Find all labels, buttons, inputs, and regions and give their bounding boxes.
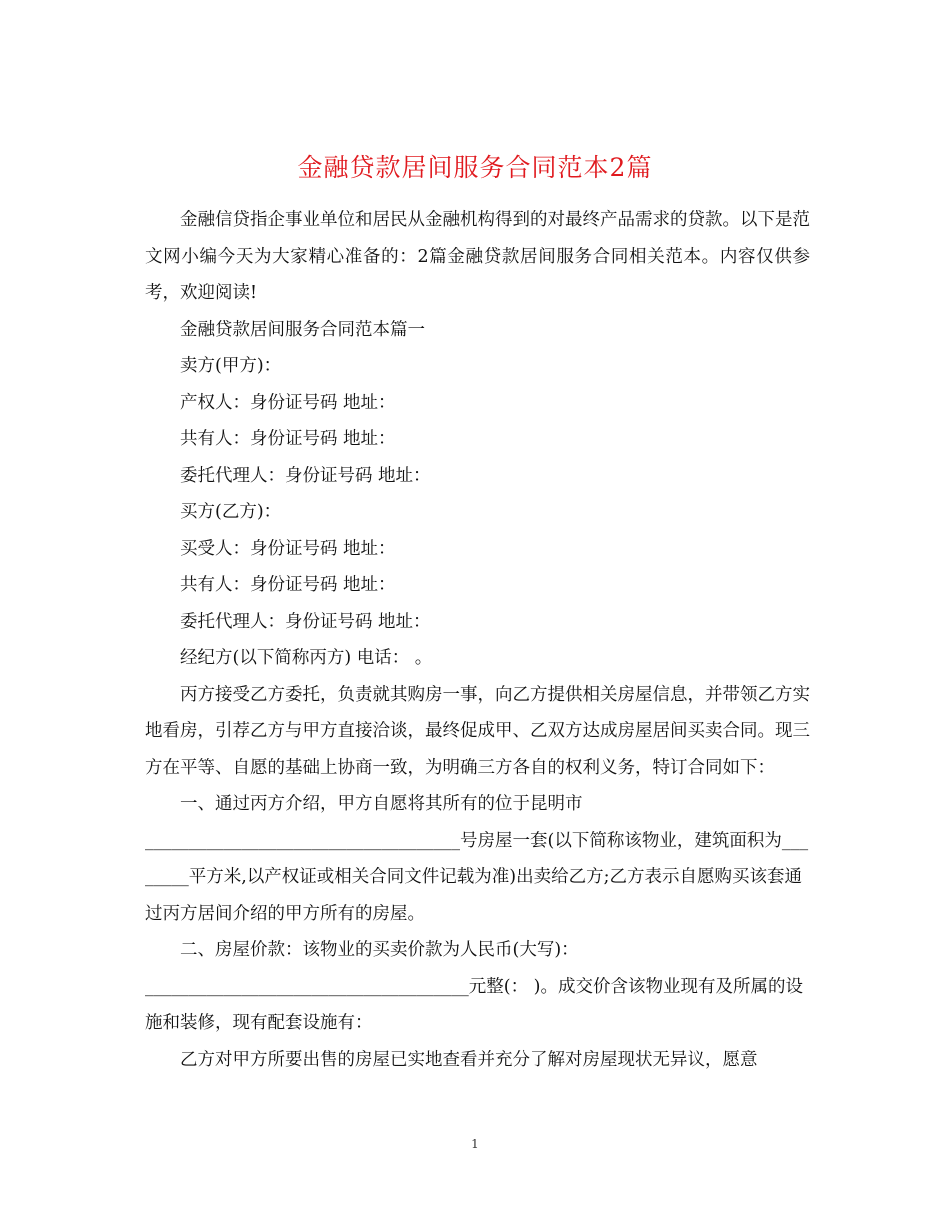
- intro-paragraph: 金融信贷指企事业单位和居民从金融机构得到的对最终产品需求的贷款。以下是范文网小编今天为大家精心准备的：2篇金融贷款居间服务合同相关范本。内容仅供参考，欢迎阅读!: [145, 210, 810, 303]
- final-paragraph: 乙方对甲方所要出售的房屋已实地查看并充分了解对房屋现状无异议，愿意: [180, 1049, 758, 1070]
- document-title: 金融贷款居间服务合同范本2篇: [297, 152, 653, 182]
- co-owner-line: 共有人：身份证号码 地址：: [180, 429, 396, 449]
- section-heading: 金融贷款居间服务合同范本篇一: [180, 319, 425, 340]
- commission-paragraph: 丙方接受乙方委托，负责就其购房一事，向乙方提供相关房屋信息，并带领乙方实地看房，引荐乙方与甲方直接洽谈，最终促成甲、乙双方达成房屋居间买卖合同。现三方在平等、自愿的基础上协商一致，为明确三方各自的权利义务，特订合同如下：: [145, 684, 810, 778]
- buyer-line: 买受人：身份证号码 地址：: [180, 538, 396, 559]
- page-number: 1: [471, 1137, 479, 1151]
- seller-label: 卖方(甲方)：: [180, 356, 282, 376]
- clause-two-paragraph: 二、房屋价款：该物业的买卖价款为人民币(大写)：: [180, 940, 579, 960]
- clause-one-continuation: ____________________________________号房屋一套(以下简称该物业，建筑面积为________平方米,以产权证或相关合同文件记载为准)出卖给乙方;乙方表示自愿购买该套通过丙方居间介绍的甲方所有的房屋。: [145, 830, 809, 924]
- agent-line: 委托代理人：身份证号码 地址：: [180, 465, 431, 486]
- buyer-co-owner-line: 共有人：身份证号码 地址：: [180, 575, 396, 595]
- clause-one-paragraph: 一、通过丙方介绍，甲方自愿将其所有的位于昆明市: [180, 794, 583, 814]
- owner-line: 产权人：身份证号码 地址：: [180, 392, 396, 413]
- document-body: [145, 202, 810, 1078]
- clause-two-continuation: _____________________________________元整(： )。成交价含该物业现有及所属的设施和装修，现有配套设施有：: [145, 976, 803, 1033]
- buyer-label: 买方(乙方)：: [180, 502, 282, 522]
- buyer-agent-line: 委托代理人：身份证号码 地址：: [180, 611, 431, 632]
- broker-line: 经纪方(以下简称丙方) 电话： 。: [180, 648, 433, 668]
